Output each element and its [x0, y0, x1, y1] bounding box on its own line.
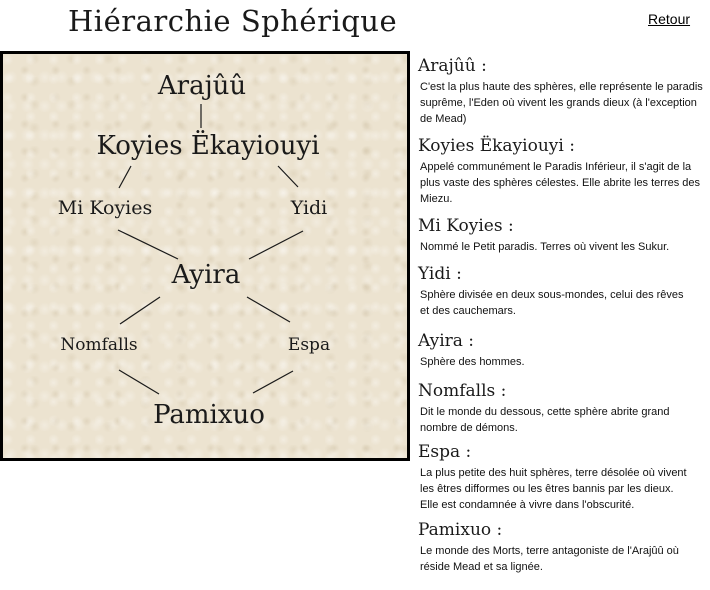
node-nomfalls[interactable]: Nomfalls [60, 335, 138, 355]
link-espa-pamixuo [253, 371, 293, 393]
legend-entry-name: Nomfalls : [418, 381, 507, 401]
legend-entry-description: Nommé le Petit paradis. Terres où vivent les Sukur. [420, 241, 670, 253]
page-title: Hiérarchie Sphérique [68, 4, 398, 38]
link-koyies-mikoyies [119, 166, 131, 188]
legend-entry-name: Mi Koyies : [418, 216, 514, 236]
legend-entry [418, 381, 708, 436]
legend-entry-description: Dit le monde du dessous, cette sphère abrite grand nombre de démons. [420, 406, 670, 434]
node-koyies-ekayiouyi[interactable]: Koyies Ëkayiouyi [96, 131, 320, 161]
sphere-hierarchy-diagram [0, 51, 410, 461]
legend-entry [418, 331, 708, 370]
legend-entry [418, 264, 708, 319]
node-espa[interactable]: Espa [287, 335, 331, 355]
legend-entry-description: Appelé communément le Paradis Inférieur, il s'agit de la plus vaste des sphères célestes. Elle abrite les terres des Miezu. [420, 161, 701, 205]
link-ayira-nomfalls [120, 297, 160, 324]
legend-entry [418, 442, 708, 513]
legend-entry [418, 216, 708, 255]
legend-entry-name: Ayira : [418, 331, 475, 351]
legend-entry-description: C'est la plus haute des sphères, elle représente le paradis suprême, l'Eden où vivent les grands dieux (à l'exception de Mead) [420, 81, 703, 125]
back-link[interactable]: Retour [648, 11, 691, 27]
node-mi-koyies[interactable]: Mi Koyies [57, 197, 153, 219]
legend-entry-description: Le monde des Morts, terre antagoniste de l'Arajûû où réside Mead et sa lignée. [420, 545, 679, 573]
node-arajuu[interactable]: Arajûû [157, 71, 247, 101]
legend-entry-name: Arajûû : [418, 56, 487, 76]
link-nomfalls-pamixuo [119, 370, 159, 394]
link-yidi-ayira [249, 231, 303, 259]
legend-entry-name: Koyies Ëkayiouyi : [418, 136, 575, 156]
legend-entry [418, 520, 708, 575]
link-ayira-espa [247, 297, 290, 322]
legend-entry-description: Sphère des hommes. [420, 356, 525, 368]
connector-lines [3, 54, 407, 458]
legend-entry [418, 136, 708, 207]
legend-entry-description: La plus petite des huit sphères, terre désolée où vivent les êtres difformes ou les êtres bannis par les dieux. Elle est condamnée à vivre dans l'obscurité. [420, 467, 687, 511]
node-yidi[interactable]: Yidi [290, 197, 328, 219]
node-pamixuo[interactable]: Pamixuo [153, 400, 265, 430]
legend-entry-name: Espa : [418, 442, 472, 462]
legend-entry [418, 56, 708, 127]
node-ayira[interactable]: Ayira [171, 260, 241, 290]
legend-entry-name: Pamixuo : [418, 520, 503, 540]
legend-entry-description: Sphère divisée en deux sous-mondes, celui des rêves et des cauchemars. [420, 289, 684, 317]
link-koyies-yidi [278, 166, 298, 187]
link-mikoyies-ayira [118, 230, 178, 259]
legend-entry-name: Yidi : [418, 264, 462, 284]
